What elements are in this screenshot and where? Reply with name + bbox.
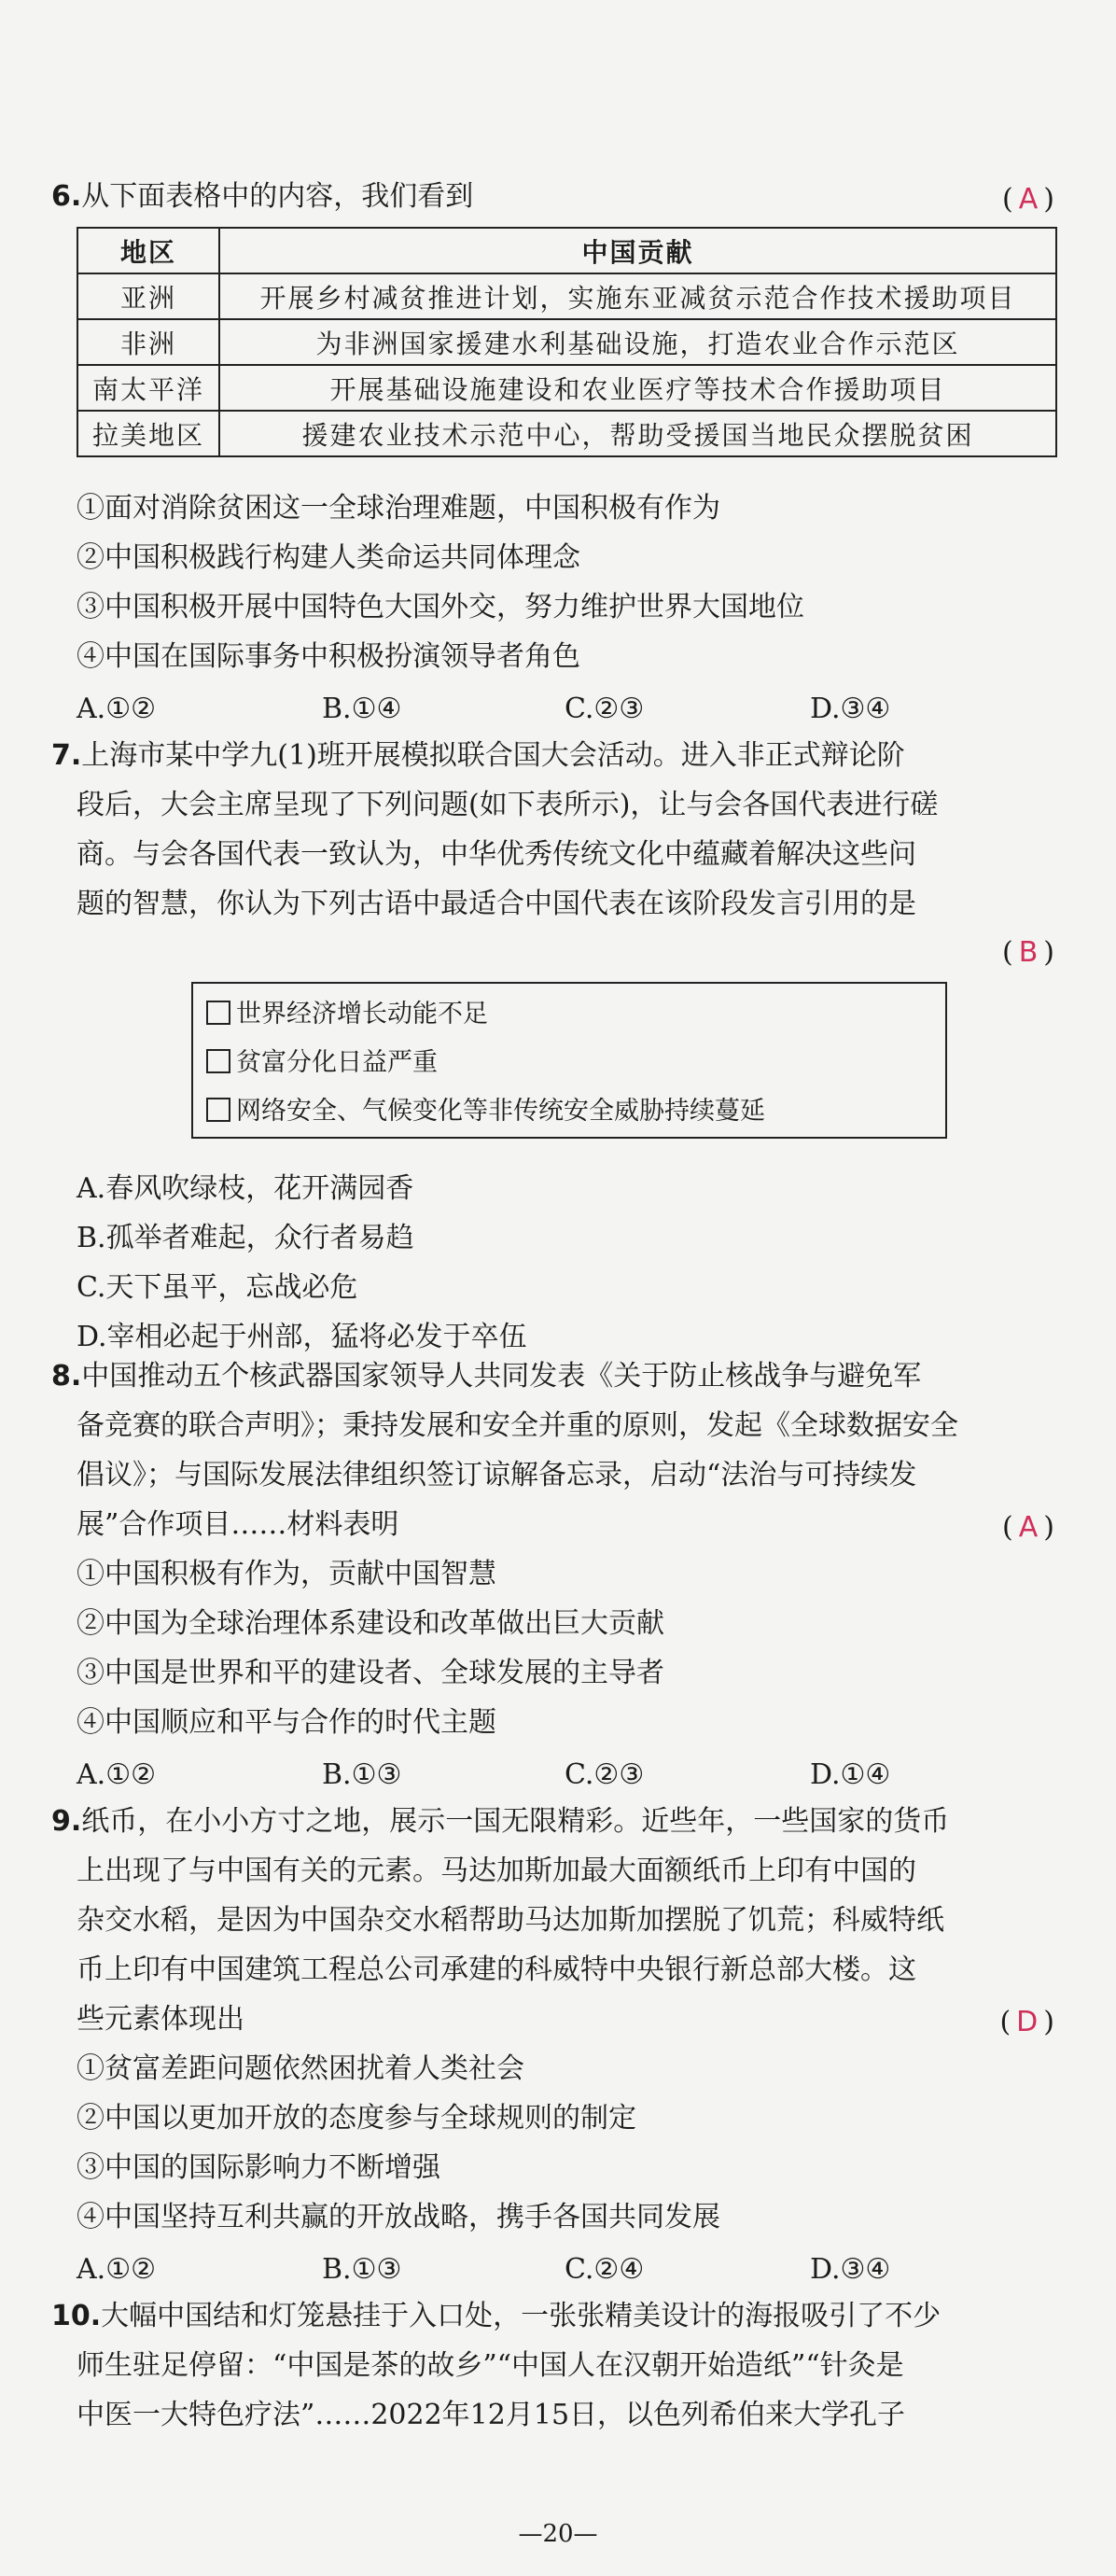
q7-stem-line: 题的智慧，你认为下列古语中最适合中国代表在该阶段发言引用的是 [77, 888, 916, 920]
q6-number: 6. [51, 180, 82, 213]
q10-stem-text: 大幅中国结和灯笼悬挂于入口处，一张张精美设计的海报吸引了不少 [101, 2300, 942, 2332]
q9-option-b[interactable]: B.①③ [322, 2253, 402, 2286]
table-cell-contribution: 开展乡村减贫推进计划，实施东亚减贫示范合作技术援助项目 [219, 273, 1056, 319]
q6-answer-letter: A [1018, 183, 1039, 216]
table-row [77, 273, 1056, 319]
q9-stem-line: 些元素体现出 [77, 2003, 244, 2036]
q10-stem-line: 中医一大特色疗法”……2022年12月15日，以色列希伯来大学孔子 [77, 2399, 906, 2431]
q9-option-a[interactable]: A.①② [77, 2253, 156, 2286]
q8-statement: ③中国是世界和平的建设者、全球发展的主导者 [77, 1657, 664, 1689]
q7-number: 7. [51, 739, 82, 772]
q7-answer-letter: B [1018, 936, 1039, 969]
table-cell-contribution: 开展基础设施建设和农业医疗等技术合作援助项目 [219, 365, 1056, 411]
q7-stem-line: 段后，大会主席呈现了下列问题(如下表所示)，让与会各国代表进行磋 [77, 789, 939, 821]
q7-option-a[interactable]: A.春风吹绿枝，花开满园香 [77, 1172, 414, 1205]
q6-statement: ④中国在国际事务中积极扮演领导者角色 [77, 640, 580, 673]
table-cell-region: 拉美地区 [77, 411, 219, 456]
q9-stem-line: 币上印有中国建筑工程总公司承建的科威特中央银行新总部大楼。这 [77, 1953, 916, 1986]
q8-option-d[interactable]: D.①④ [810, 1758, 891, 1791]
table-header-region: 地区 [77, 228, 219, 273]
q9-option-d[interactable]: D.③④ [810, 2253, 891, 2286]
q8-answer: ( A ) [1002, 1511, 1054, 1544]
q8-option-b[interactable]: B.①③ [322, 1758, 402, 1791]
table-row [77, 365, 1056, 411]
q6-statement: ②中国积极践行构建人类命运共同体理念 [77, 541, 580, 574]
table-cell-region: 非洲 [77, 319, 219, 365]
q8-stem-text: 中国推动五个核武器国家领导人共同发表《关于防止核战争与避免军 [81, 1360, 922, 1393]
q8-statement: ④中国顺应和平与合作的时代主题 [77, 1706, 496, 1739]
q8-option-c[interactable]: C.②③ [565, 1758, 645, 1791]
q8-answer-letter: A [1018, 1511, 1039, 1544]
q7-stem-line [51, 739, 905, 772]
q7-answer: ( B ) [1001, 936, 1054, 969]
q6-answer: ( A ) [1002, 183, 1054, 216]
q9-statement: ①贫富差距问题依然困扰着人类社会 [77, 2052, 524, 2085]
q8-option-a[interactable]: A.①② [77, 1758, 156, 1791]
table-header-contribution: 中国贡献 [219, 228, 1056, 273]
table-cell-region: 亚洲 [77, 273, 219, 319]
q9-option-c[interactable]: C.②④ [565, 2253, 645, 2286]
q8-statement: ①中国积极有作为，贡献中国智慧 [77, 1558, 496, 1590]
q9-stem-line: 杂交水稻，是因为中国杂交水稻帮助马达加斯加摆脱了饥荒；科威特纸 [77, 1904, 944, 1937]
q9-number: 9. [51, 1805, 82, 1838]
q7-issue-item [206, 1090, 765, 1127]
q7-issue-item [206, 1042, 438, 1078]
q7-issue-text: 网络安全、气候变化等非传统安全威胁持续蔓延 [236, 1097, 765, 1126]
q7-issue-box [191, 982, 947, 1139]
q8-stem-line: 倡议》；与国际发展法律组织签订谅解备忘录，启动“法治与可持续发 [77, 1459, 917, 1491]
table-header-row [77, 228, 1056, 273]
q6-option-c[interactable]: C.②③ [565, 693, 645, 725]
table-row [77, 319, 1056, 365]
q9-statement: ④中国坚持互利共赢的开放战略，携手各国共同发展 [77, 2201, 720, 2233]
q7-stem-text: 上海市某中学九(1)班开展模拟联合国大会活动。进入非正式辩论阶 [81, 739, 905, 772]
table-row [77, 411, 1056, 456]
q7-option-b[interactable]: B.孤举者难起，众行者易趋 [77, 1222, 414, 1254]
q9-stem-line [51, 1805, 950, 1838]
q8-stem-line [51, 1360, 922, 1393]
q7-option-d[interactable]: D.宰相必起于州部，猛将必发于卒伍 [77, 1321, 527, 1353]
table-cell-contribution: 为非洲国家援建水利基础设施，打造农业合作示范区 [219, 319, 1056, 365]
q9-answer: ( D ) [999, 2006, 1054, 2038]
q10-stem-line [51, 2300, 942, 2332]
q10-stem-line: 师生驻足停留：“中国是茶的故乡”“中国人在汉朝开始造纸”“针灸是 [77, 2349, 904, 2382]
q8-number: 8. [51, 1360, 82, 1393]
q9-stem-text: 纸币，在小小方寸之地，展示一国无限精彩。近些年，一些国家的货币 [81, 1805, 950, 1838]
q6-statement: ③中国积极开展中国特色大国外交，努力维护世界大国地位 [77, 591, 804, 623]
q7-option-c[interactable]: C.天下虽平，忘战必危 [77, 1271, 358, 1304]
q6-stem-text: 从下面表格中的内容，我们看到 [81, 180, 474, 213]
q8-stem-line: 备竞赛的联合声明》；秉持发展和安全并重的原则，发起《全球数据安全 [77, 1409, 958, 1442]
q7-issue-text: 世界经济增长动能不足 [236, 1000, 488, 1029]
q6-option-b[interactable]: B.①④ [322, 693, 402, 725]
q7-issue-text: 贫富分化日益严重 [236, 1048, 438, 1077]
q6-option-d[interactable]: D.③④ [810, 693, 891, 725]
q6-contribution-table [77, 227, 1057, 457]
q7-stem-line: 商。与会各国代表一致认为，中华优秀传统文化中蕴藏着解决这些问 [77, 838, 916, 871]
checkbox-icon [206, 1049, 230, 1073]
q6-stem [51, 180, 474, 213]
q8-statement: ②中国为全球治理体系建设和改革做出巨大贡献 [77, 1607, 664, 1640]
q9-statement: ②中国以更加开放的态度参与全球规则的制定 [77, 2102, 636, 2135]
q7-issue-item [206, 993, 488, 1029]
checkbox-icon [206, 1001, 230, 1025]
page-number: —20— [518, 2520, 598, 2548]
q9-answer-letter: D [1016, 2006, 1039, 2038]
q6-option-a[interactable]: A.①② [77, 693, 156, 725]
q6-statement: ①面对消除贫困这一全球治理难题，中国积极有作为 [77, 492, 720, 525]
q9-statement: ③中国的国际影响力不断增强 [77, 2151, 440, 2184]
checkbox-icon [206, 1098, 230, 1122]
q8-stem-line: 展”合作项目……材料表明 [77, 1508, 399, 1541]
q10-number: 10. [51, 2300, 102, 2332]
table-cell-contribution: 援建农业技术示范中心，帮助受援国当地民众摆脱贫困 [219, 411, 1056, 456]
table-cell-region: 南太平洋 [77, 365, 219, 411]
q9-stem-line: 上出现了与中国有关的元素。马达加斯加最大面额纸币上印有中国的 [77, 1855, 916, 1887]
